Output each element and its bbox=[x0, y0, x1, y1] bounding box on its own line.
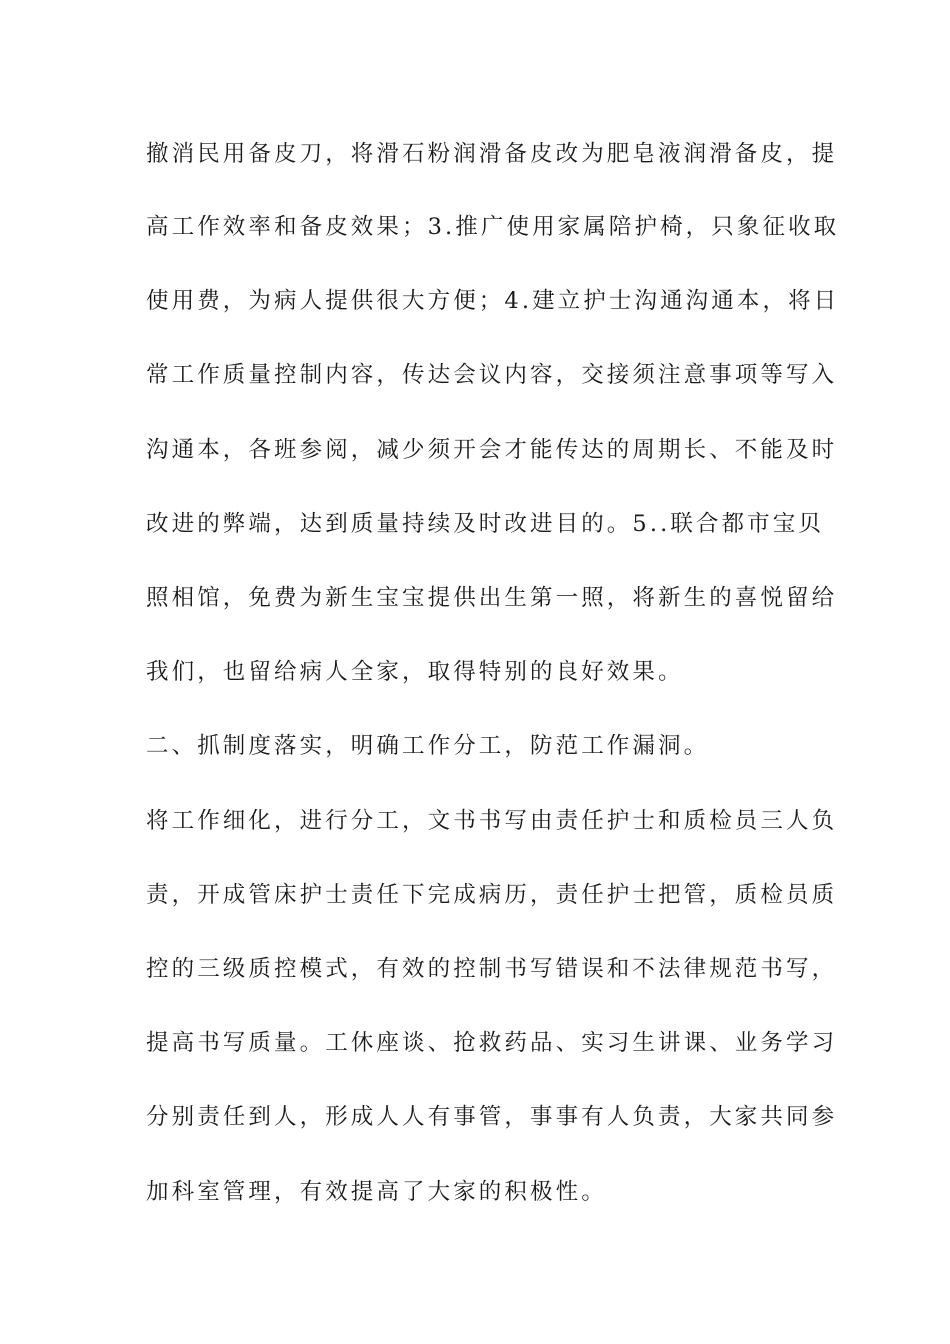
paragraph-line: 责，开成管床护士责任下完成病历，责任护士把管，质检员质 bbox=[146, 882, 838, 908]
section-heading: 二、抓制度落实，明确工作分工，防范工作漏洞。 bbox=[146, 733, 710, 759]
paragraph-line: 控的三级质控模式，有效的控制书写错误和不法律规范书写， bbox=[146, 956, 838, 982]
paragraph-line: 沟通本，各班参阅，减少须开会才能传达的周期长、不能及时 bbox=[146, 437, 838, 463]
paragraph-line: 加科室管理，有效提高了大家的积极性。 bbox=[146, 1179, 607, 1205]
paragraph-line: 我们，也留给病人全家，取得特别的良好效果。 bbox=[146, 659, 684, 685]
paragraph-line: 将工作细化，进行分工，文书书写由责任护士和质检员三人负 bbox=[146, 808, 838, 834]
paragraph-line: 照相馆，免费为新生宝宝提供出生第一照，将新生的喜悦留给 bbox=[146, 585, 838, 611]
paragraph-line: 改进的弊端，达到质量持续及时改进目的。5..联合都市宝贝 bbox=[146, 511, 824, 537]
paragraph-line: 撤消民用备皮刀，将滑石粉润滑备皮改为肥皂液润滑备皮，提 bbox=[146, 141, 838, 167]
paragraph-line: 分别责任到人，形成人人有事管，事事有人负责，大家共同参 bbox=[146, 1104, 838, 1130]
paragraph-line: 高工作效率和备皮效果；3.推广使用家属陪护椅，只象征收取 bbox=[146, 214, 840, 240]
paragraph-line: 使用费，为病人提供很大方便；4.建立护士沟通沟通本，将日 bbox=[146, 288, 840, 314]
paragraph-line: 提高书写质量。工休座谈、抢救药品、实习生讲课、业务学习 bbox=[146, 1030, 838, 1056]
paragraph-line: 常工作质量控制内容，传达会议内容，交接须注意事项等写入 bbox=[146, 362, 838, 388]
